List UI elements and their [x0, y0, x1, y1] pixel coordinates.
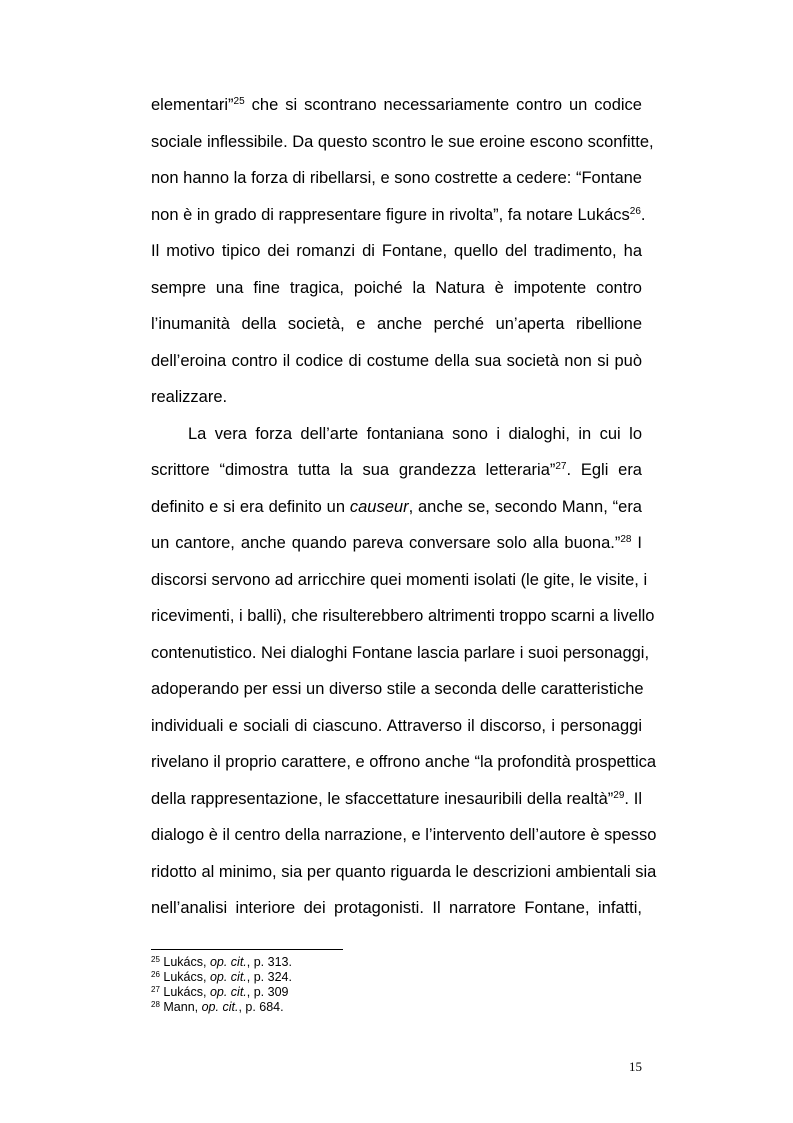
- text-run: ricevimenti, i balli), che risulterebbero altrimenti troppo scarni a livello: [151, 607, 655, 625]
- footnote-ref: 28: [620, 534, 632, 545]
- text-run: definito e si era definito un: [151, 497, 350, 516]
- footnote-author: Lukács,: [163, 985, 210, 999]
- footnote-rest: , p. 313.: [246, 955, 292, 969]
- footnote-ref-italic: op. cit.: [209, 970, 247, 984]
- text-run: .: [640, 205, 646, 224]
- text-run: non hanno la forza di ribellarsi, e sono costrette a cedere: “Fontane: [151, 169, 642, 187]
- footnote-author: Lukács,: [163, 955, 210, 969]
- footnote-ref: 26: [629, 205, 641, 217]
- body-line: [151, 823, 657, 847]
- text-run: elementari”: [151, 96, 234, 114]
- footnote: [151, 955, 292, 970]
- text-run: adoperando per essi un diverso stile a seconda delle caratteristiche: [151, 680, 644, 698]
- footnote-author: Lukács,: [163, 970, 210, 984]
- footnote-author: Mann,: [163, 1000, 202, 1014]
- footnote-number: 28: [151, 1000, 160, 1009]
- body-line: [151, 93, 642, 117]
- footnote-ref: 25: [233, 96, 245, 107]
- footnote-ref: 29: [613, 789, 625, 801]
- text-run: . Egli era: [566, 461, 642, 479]
- footnote-ref: 27: [555, 461, 567, 472]
- footnote-number: 25: [151, 955, 160, 964]
- text-run: non è in grado di rappresentare figure in rivolta”, fa notare Lukács: [151, 205, 630, 224]
- text-run: dell’eroina contro il codice di costume della sua società non si può: [151, 351, 642, 370]
- text-run: realizzare.: [151, 388, 228, 406]
- footnote-number: 26: [151, 970, 160, 979]
- footnote-rest: , p. 324.: [246, 970, 292, 984]
- body-line: [151, 203, 646, 227]
- text-run: sempre una fine tragica, poiché la Natura è impotente contro: [151, 278, 642, 297]
- body-line: [151, 568, 648, 592]
- body-line: [151, 458, 642, 482]
- text-run: Il motivo tipico dei romanzi di Fontane, quello del tradimento, ha: [151, 242, 642, 260]
- footnote-rest: , p. 684.: [238, 1000, 284, 1014]
- text-run: contenutistico. Nei dialoghi Fontane lascia parlare i suoi personaggi,: [151, 643, 650, 662]
- text-run: l’inumanità della società, e anche perché un’aperta ribellione: [151, 315, 642, 333]
- body-line: [151, 787, 642, 811]
- body-line: [151, 641, 650, 665]
- text-run: dialogo è il centro della narrazione, e l’intervento dell’autore è spesso: [151, 826, 657, 844]
- body-line: [151, 349, 642, 373]
- body-line: [151, 495, 642, 519]
- text-run: che si scontrano necessariamente contro un codice: [244, 96, 642, 114]
- body-line: [151, 860, 657, 884]
- body-line: [151, 750, 657, 774]
- body-line: [151, 896, 642, 920]
- footnote-rest: , p. 309: [246, 985, 289, 999]
- text-run: individuali e sociali di ciascuno. Attraverso il discorso, i personaggi: [151, 716, 642, 735]
- text-run: della rappresentazione, le sfaccettature inesauribili della realtà”: [151, 789, 614, 808]
- text-run: rivelano il proprio carattere, e offrono anche “la profondità prospettica: [151, 753, 657, 771]
- body-line: [151, 130, 654, 154]
- italic-term: causeur: [349, 497, 409, 516]
- text-run: discorsi servono ad arricchire quei momenti isolati (le gite, le visite, i: [151, 570, 648, 589]
- footnote-ref-italic: op. cit.: [209, 955, 247, 969]
- body-line: [151, 166, 642, 190]
- text-run: scrittore “dimostra tutta la sua grandezza letteraria”: [151, 461, 556, 479]
- text-run: sociale inflessibile. Da questo scontro le sue eroine escono sconfitte,: [151, 132, 654, 151]
- text-run: , anche se, secondo Mann, “era: [408, 497, 642, 516]
- text-run: ridotto al minimo, sia per quanto riguarda le descrizioni ambientali sia: [151, 862, 657, 881]
- body-line: [151, 312, 642, 336]
- body-line: [151, 531, 642, 555]
- text-run: . Il: [624, 789, 642, 808]
- footnote-ref-italic: op. cit.: [209, 985, 247, 999]
- footnote: [151, 970, 292, 985]
- page-number: 15: [629, 1059, 642, 1074]
- body-line: [151, 239, 642, 263]
- footnote-ref-italic: op. cit.: [201, 1000, 239, 1014]
- body-line: [151, 276, 642, 300]
- text-run: un cantore, anche quando pareva conversare solo alla buona.”: [151, 534, 621, 552]
- body-line: [151, 385, 642, 409]
- footnote-number: 27: [151, 985, 160, 994]
- text-run: nell’analisi interiore dei protagonisti. Il narratore Fontane, infatti,: [151, 899, 642, 917]
- footnote-separator: [151, 949, 343, 950]
- footnote: [151, 1000, 284, 1015]
- text-run: I: [631, 534, 642, 552]
- body-line: [151, 422, 642, 446]
- text-run: La vera forza dell’arte fontaniana sono i dialoghi, in cui lo: [188, 424, 642, 443]
- body-line: [151, 714, 642, 738]
- footnote: [151, 985, 288, 1000]
- body-line: [151, 604, 655, 628]
- body-line: [151, 677, 642, 701]
